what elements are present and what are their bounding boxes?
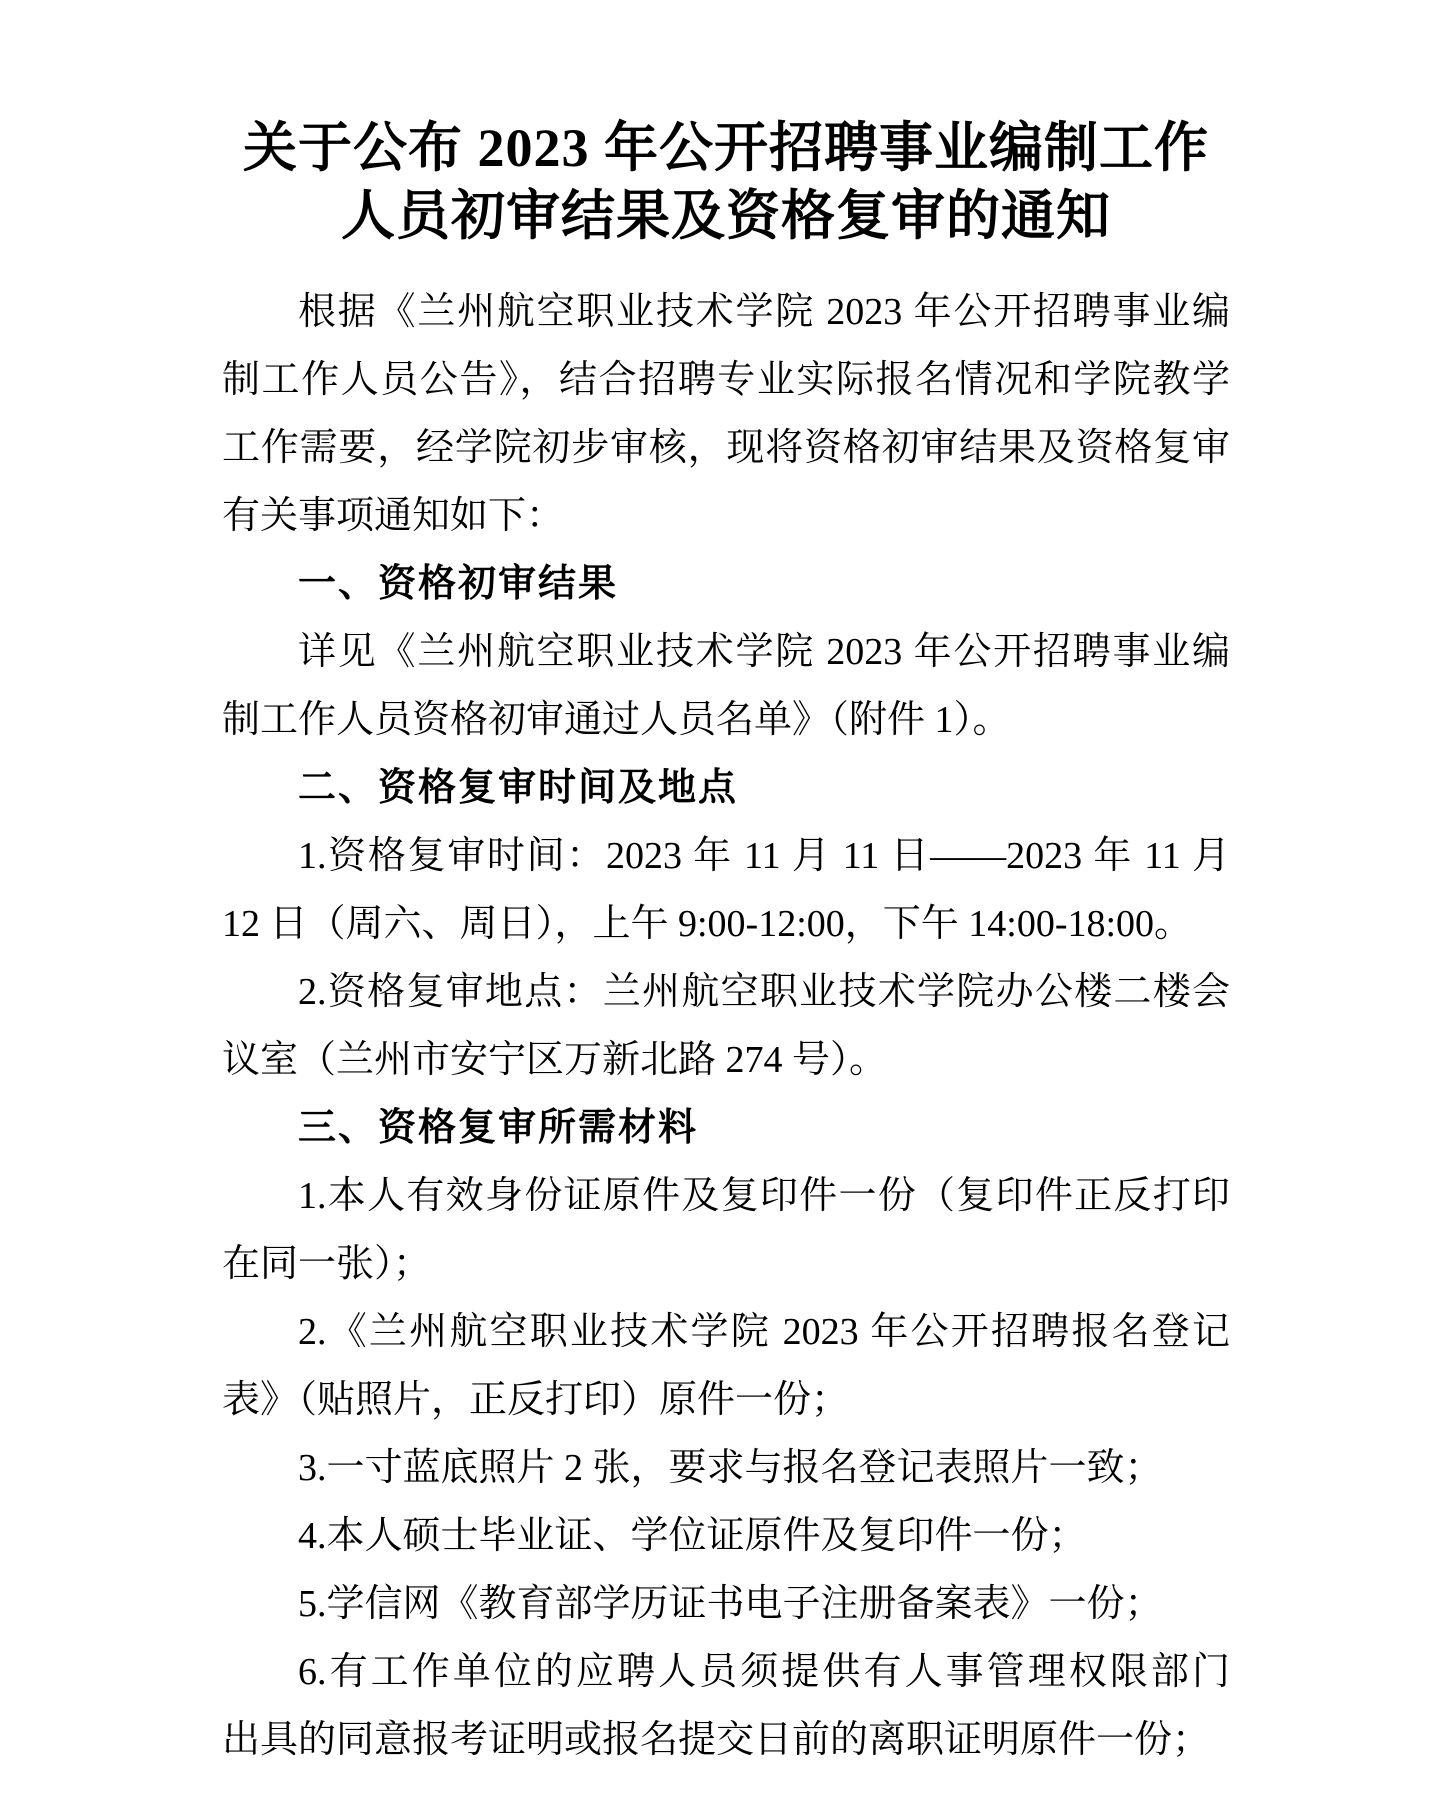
text-line: 4.本人硕士毕业证、学位证原件及复印件一份； <box>298 1515 1087 1557</box>
section-heading-3 <box>222 1094 1230 1162</box>
paragraph-material-2 <box>222 1298 1230 1434</box>
text-line: 6.有工作单位的应聘人员须提供有人事管理权限部门 <box>298 1651 1230 1693</box>
paragraph-material-5 <box>222 1570 1230 1638</box>
text-line: 1.本人有效身份证原件及复印件一份（复印件正反打印 <box>298 1175 1230 1217</box>
paragraph-section1-detail <box>222 618 1230 754</box>
paragraph-material-3 <box>222 1434 1230 1502</box>
document-title-line-1: 关于公布 2023 年公开招聘事业编制工作 <box>243 118 1209 178</box>
document-title-line-2: 人员初审结果及资格复审的通知 <box>341 186 1111 246</box>
text-line: 1.资格复审时间：2023 年 11 月 11 日——2023 年 11 月 <box>298 835 1230 877</box>
paragraph-intro <box>222 278 1230 550</box>
text-line: 详见《兰州航空职业技术学院 2023 年公开招聘事业编 <box>298 631 1230 673</box>
text-line: 3.一寸蓝底照片 2 张，要求与报名登记表照片一致； <box>298 1447 1163 1489</box>
text-line: 制工作人员公告》，结合招聘专业实际报名情况和学院教学 <box>222 359 1230 401</box>
document-title <box>222 114 1230 250</box>
text-line: 出具的同意报考证明或报名提交日前的离职证明原件一份； <box>222 1719 1211 1761</box>
text-line: 制工作人员资格初审通过人员名单》（附件 1）。 <box>222 699 1011 741</box>
paragraph-material-1 <box>222 1162 1230 1298</box>
paragraph-review-location <box>222 958 1230 1094</box>
paragraph-review-time <box>222 822 1230 958</box>
section-heading-1 <box>222 550 1230 618</box>
heading-line: 三、资格复审所需材料 <box>298 1107 699 1149</box>
text-line: 有关事项通知如下： <box>222 495 565 537</box>
paragraph-material-4 <box>222 1502 1230 1570</box>
text-line: 2.《兰州航空职业技术学院 2023 年公开招聘报名登记 <box>298 1311 1230 1353</box>
text-line: 12 日（周六、周日），上午 9:00-12:00，下午 14:00-18:00。 <box>222 903 1193 945</box>
section-heading-2 <box>222 754 1230 822</box>
text-line: 在同一张）； <box>222 1243 432 1285</box>
text-line: 2.资格复审地点：兰州航空职业技术学院办公楼二楼会 <box>298 971 1230 1013</box>
text-line: 议室（兰州市安宁区万新北路 274 号）。 <box>222 1039 888 1081</box>
heading-line: 二、资格复审时间及地点 <box>298 767 739 809</box>
text-line: 工作需要，经学院初步审核，现将资格初审结果及资格复审 <box>222 427 1230 469</box>
heading-line: 一、资格初审结果 <box>298 563 619 605</box>
text-line: 5.学信网《教育部学历证书电子注册备案表》一份； <box>298 1583 1163 1625</box>
text-line: 表》（贴照片，正反打印）原件一份； <box>222 1379 850 1421</box>
paragraph-material-6 <box>222 1638 1230 1774</box>
text-line: 根据《兰州航空职业技术学院 2023 年公开招聘事业编 <box>298 291 1230 333</box>
